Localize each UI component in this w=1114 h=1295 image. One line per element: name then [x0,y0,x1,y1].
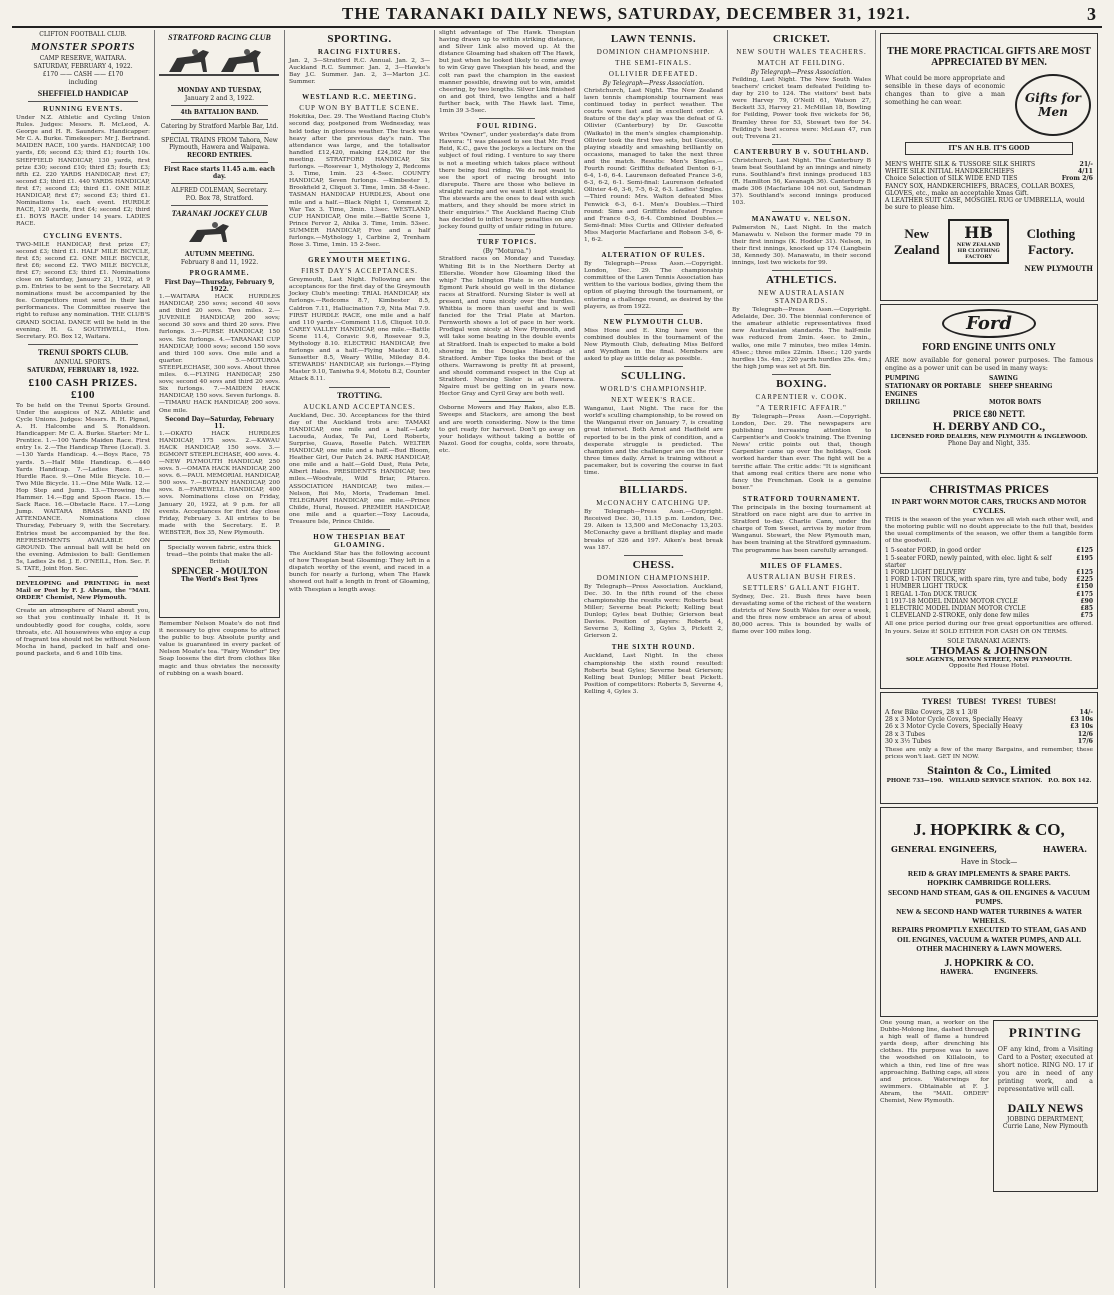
xmas-body: THIS is the season of the year when we all wish each other well, and the motoring public will no doubt appreciate to the full that, besides the usual compliments of the season, we offer them a tangible form of the goodwill. [885,517,1093,545]
nz-place: NEW PLYMOUTH [1024,264,1093,274]
column-5 [580,30,728,1288]
feilding-body: Feilding, Last Night. The New South Wales teachers' cricket team defeated Feilding to-day by 210 to 124. The visitors' best bats were Harvey 79, O'Neill 61, Watson 27, Beckett 33, Harvey 21. McMillan 18, Bowling for Feilding, Power took five wickets for 56, Bramley three for 53, Stewart two for 54. Feilding's best scores were: McLean 47, run out; Trevena 21. [732,77,871,140]
ford-body: ARE now available for general power purposes. The famous engine as a power unit can be used in many ways: [885,356,1093,372]
sixth-round-body: Auckland, Last Night. In the chess championship the sixth round resulted: Roberts beat Gyles; Severne beat Grierson; Kelling beat Dunlop; Miller beat Pickett. Position of competitors: Roberts 5, Severne 4, Kelling 4, Gyles 3. [584,653,723,695]
gift-item-label: MEN'S WHITE SILK & TUSSORE SILK SHIRTS [885,161,1036,168]
column-6 [728,30,876,1288]
gift-item-label: WHITE SILK INITIAL HANDKERCHIEFS [885,168,1015,176]
tj-sub2: Opposite Red House Hotel. [949,662,1029,669]
tyre-item-price: 12/6 [1077,730,1093,738]
car-item-label: 1 5-seater FORD, in good order [885,547,981,555]
first-day-programme: 1.—WAITARA HACK HURDLES HANDICAP, 250 sovs; second 40 sovs and third 20 sovs. Two miles. 2.—JUVENILE HANDICAP, 200 sovs; second 30 sovs and third 20 sovs. Five furlongs. 3.—PURSE HANDICAP, 150 sovs. Six furlongs. 4.—TARANAKI CUP HANDICAP, 1000 sovs; second 150 sovs and third 100 sovs. One mile and a quarter. 5.—MOTUROA STEEPLECHASE, 300 sovs. About three miles. 6.—FLYING HANDICAP, 250 sovs; second 40 sovs and third 20 sovs. Six furlongs. 7.—MAIDEN HACK HANDICAP, 150 sovs. Seven furlongs. 8.—TIMARU HACK HANDICAP, 200 sovs. One mile. [159,294,280,414]
hopkirk-line: REID & GRAY IMPLEMENTS & SPARE PARTS. [907,869,1071,878]
hopkirk-line: NEW & SECOND HAND WATER TURBINES & WATER WHEELS. [896,906,1082,926]
gifts-ad-title: THE MORE PRACTICAL GIFTS ARE MOST APPRECIATED BY MEN. [887,46,1091,68]
car-item [885,598,1093,605]
tyre-item [885,738,1093,745]
race-days: MONDAY AND TUESDAY, [177,87,262,94]
auckland-acceptances-heading: AUCKLAND ACCEPTANCES. [303,402,416,411]
hopkirk-lines [885,869,1093,954]
car-item [885,547,1093,554]
record-entries: RECORD ENTRIES. [187,152,252,159]
tyre-item [885,723,1093,730]
turf-topics-body: Stratford races on Monday and Tuesday. Whiting Bit is in the Northern Derby at Ellerslie. Wonder how Gloaming liked the whip? The Islington Plate is on Monday. Egmont Park should go well in the distance races at Stratford. Nursing Sister is well at present, and runs nicely over the hurdles. Whitbia is more than useful and is well fancied for the Trial Plate at Marton. Fernworth shows a lot of pace in her work. Prodigal won nicely at New Plymouth, and will take some beating in the double events at Stratford. Inah is expected to make a bold showing in the Douglas Handicap at Stratford. Amber Tips looks the best of the others. Warrawong is pretty fit at present, and should command respect in the Cup at Stratford. Nursing Sister is at Hawera. Ngaire must be getting on in years now. Hector Gray and Cyril Gray are both well. [439,256,575,398]
hb-logo-text: NEW ZEALAND HB CLOTHING FACTORY [956,242,1001,261]
first-day-heading: First Day—Thursday, February 9, 1922. [164,279,275,293]
printing-body: OF any kind, from a Visiting Card to a Poster, executed at short notice. RING NO. 17 if you are in need of any printing work, and a representative will call. [997,1045,1093,1093]
column-7-ads [876,30,1102,1288]
printing-ad [993,1020,1098,1192]
ford-use-item: MOTOR BOATS [989,398,1042,406]
miles-of-flames-heading: MILES OF FLAMES. [760,561,843,570]
programme-heading: PROGRAMME. [189,269,250,277]
canterbury-heading: CANTERBURY B v. SOUTHLAND. [733,147,870,156]
sports-date: SATURDAY, FEBRUARY 4, 1922. [33,63,133,70]
car-item-price: £125 [1076,547,1093,555]
spencer-ad-text: Specially woven fabric, extra thick tread—the points that make the all-British [166,545,273,566]
ford-logo: Ford [942,309,1036,338]
cycling-events-heading: CYCLING EVENTS. [43,231,123,240]
derby-sub: LICENSED FORD DEALERS, NEW PLYMOUTH & INGLEWOOD. [890,433,1088,440]
stratford-tournament-heading: STRATFORD TOURNAMENT. [742,494,861,503]
tyre-item-price: 14/- [1079,709,1093,716]
westland-heading: WESTLAND R.C. MEETING. [302,93,417,102]
racing-fixtures-heading: RACING FIXTURES. [317,48,402,56]
running-events-heading: RUNNING EVENTS. [43,105,123,113]
tennis-body: Christchurch, Last Night. The New Zealand lawn tennis championship tournament was continued today in perfect weather. The courts were fast and in excellent order. A feature of the day's play was the defeat of G. Ollivier (Canterbury) by Dr. Guscotte (Waikato) in the men's singles championship. Ollivier took the first two sets, but Guscotte, playing steadily and smashing brilliantly on occasions, managed to take the next three and the match. Results: Men's Singles.—Fourth round: Griffiths defeated Denton 6-1, 6-4, 1-6, 6-4. Laurenson defeated France 3-6, 6-3, 6-2, 6-1. Semi-final: Laurenson defeated Ollivier 4-6, 3-6, 7-5, 6-2, 6-3. Ladies' Singles.—Third round: Mrs. Walton defeated Miss Fenwick 6-3, 6-1. Men's Doubles.—Third round: Sims and Griffiths defeated France and France 6-3, 6-4. Combined Doubles.—Semi-final: Miss Curtis and Ollivier defeated Miss Marjorie Macfarlane and Robson 3-6, 6-1, 6-2. [584,88,723,243]
chess-body: By Telegraph—Press Association. Auckland, Dec. 30. In the fifth round of the chess championship the results were: Roberts beat Miller; Severne beat Pickett; Kelling beat Dunlop; Gyles beat Duthie; Grierson beat Davies. Position of players: Roberts 4, Severne 3, Kelling 3, Gyles 3, Pickett 2, Grierson 2. [584,583,723,640]
tournament-body: The principals in the boxing tournament at Stratford on race night are due to arrive in Stratford to-day. Charlie Cann, under the charge of Tom Sweet, arrives by motor from Wanganui. Stewart, the New Plymouth man, has been training at the Stratford gymnasium. The programme has been carefully arranged. [732,504,872,554]
billiards-body: By Telegraph—Press Assn.—Copyright. Received Dec. 30, 11.15 p.m. London, Dec. 29. Aiken is 13,500 and McConachy 13,203. McConachy gave a brilliant display and made breaks of 326 and 197. Aiken's best break was 187. [584,509,723,551]
standards-heading: NEW AUSTRALASIAN STANDARDS. [758,289,845,306]
derby-phone: Phone Day and Night, 335. [947,439,1031,447]
newspaper-title: THE TARANAKI DAILY NEWS, SATURDAY, DECEMBER 31, 1921. [342,4,911,23]
car-item-label: 1 REGAL 1-Ton DUCK TRUCK [885,590,977,598]
gift-item-price: 21/- [1079,161,1093,168]
christmas-prices-ad [880,477,1098,689]
tyres-heading: TYRES! TUBES! TYRES! TUBES! [921,697,1057,706]
spencer-moulton-ad [159,540,280,618]
column-2 [155,30,285,1288]
car-item-price: £225 [1076,576,1093,584]
gift-item [885,175,1093,182]
gifts-for-men-ad [880,33,1098,301]
turf-byline: (By "Moturoa.") [483,248,531,256]
second-day-heading: Second Day—Saturday, February 11. [165,415,274,430]
gifts-logo-text: Gifts for Men [1025,91,1081,119]
hopkirk-name: J. HOPKIRK & CO, [913,820,1065,839]
tyre-item-label: 28 x 3 Motor Cycle Covers, Specially Heavy [885,716,1023,724]
sculling-body: Wanganui, Last Night. The race for the world's sculling championship, to be rowed on the Wanganui river on January 7, is creating great interest. Both Arnst and Hadfield are reported to be in the pink of condition, and a desperate struggle is predicted. The champion and the challenger are on the river three times daily. Arnst is training without a pacemaker, but is covering the course in fast time. [584,406,723,477]
hopkirk-sign2: HAWERA. ENGINEERS. [940,968,1038,976]
dominion-championship-heading: DOMINION CHAMPIONSHIP. [596,48,711,56]
chess-dominion-heading: DOMINION CHAMPIONSHIP. [596,573,711,582]
car-item-label: 1 1917-18 MODEL INDIAN MOTOR CYCLE [885,597,1018,605]
tj-sub: SOLE AGENTS, DEVON STREET, NEW PLYMOUTH. [905,656,1073,663]
hb-badge: IT'S AN H.B. IT'S GOOD [905,142,1073,155]
xmas-title: CHRISTMAS PRICES [929,482,1049,496]
athletics-body: By Telegraph—Press Assn.—Copyright. Adelaide, Dec. 30. The biennial conference of the amateur athletic representatives fixed new Australasian standards. The half-mile was reduced from 2min. 4sec. to 2min., walks, one mile 7 minutes, two miles 14min. 45sec.; three miles 22min. 18sec.; 120 yards hurdles 15s. 4m.; 220 yards hurdles 25s. 4m.; the high jump was set at 5ft. 8in. [732,307,871,370]
stainton-sub: PHONE 733—190. WILLARD SERVICE STATION. P.O. BOX 142. [886,778,1092,785]
tennis-byline: By Telegraph—Press Association. [602,80,705,87]
turf-topics-heading: TURF TOPICS. [476,238,538,247]
car-item-label: 1 FORD 1-TON TRUCK, with spare rim, tyre and tube, body [885,576,1068,584]
ford-use-item: SAWING [989,374,1018,382]
tyre-item-label: A few Bike Covers, 28 x 1 3/8 [885,709,978,716]
tyre-item-label: 28 x 3 Tubes [885,730,926,738]
sculling-heading: SCULLING. [621,370,686,383]
developing-ad: DEVELOPING and PRINTING in next Mail or Post by F. J. Abram, the "MAIL ORDER" Chemist, New Plymouth. [16,580,150,602]
ollivier-heading: OLLIVIER DEFEATED. [608,70,699,78]
semi-finals-heading: THE SEMI-FINALS. [615,59,692,67]
boxing-body: By Telegraph—Press Assn.—Copyright. London, Dec. 29. The newspapers are publishing increasing attention to Carpentier's and Cook's training. The Evening News' critic points out that, though Carpentier came up over the holidays, Cook worked harder than ever. The fight will be a terrific affair. The critic adds: "It is significant that among real critics there are none who fancy the Frenchman. Cook is a genuine boxer." [732,413,871,491]
car-item [885,591,1093,598]
cash-prizes: £170 —— CASH —— £170 [42,71,124,78]
tyre-item-price: £3 10s [1070,716,1093,724]
gift-item-label: FANCY SOX, HANDKERCHIEFS, BRACES, COLLAR BOXES, GLOVES, etc., make an acceptable Xmas Gift. [885,182,1075,197]
trenui-date: SATURDAY, FEBRUARY 18, 1922. [27,366,139,374]
greymouth-heading: GREYMOUTH MEETING. [308,256,411,265]
car-item [885,576,1093,583]
nazol-tea-notes: Create an atmosphere of Nazol about you, so that you continually inhale it. It is undoubtedly good for coughs, colds, sore throats, etc. All housewives who enjoy a cup of fragrant tea should not be without Nelson Mocha in hand, packed in half and one-pound packets, and 6 and 10lb tins. [16,608,150,657]
car-item-price: £175 [1076,590,1093,598]
masthead [12,2,1102,28]
daily-news-sub: JOBBING DEPARTMENT, Currie Lane, New Plymouth [1002,1116,1088,1130]
nelson-moate-note: Remember Nelson Moate's do not find it necessary to give coupons to attract the public to buy. Absolute purity and value is guaranteed in every packet of Nelson Moate's tea. "Fairy Wonder" Dry Soap loosens the dirt from clothes like magic and thus obviates the necessity of rubbing on a wash board. [159,621,280,677]
foul-riding-body: Writes "Owner", under yesterday's date from Hawera: "I was pleased to see that Mr. Fred Reid, K.C., gave the jockeys a lecture on the subject of foul riding. I venture to say there is not a meeting which takes place without there being foul riding. We do not want to see the sport of racing brought into disrepute. There are those who believe in straight racing and we want it kept straight. The stewards are the ones to deal with such matters, and they should be more strict in their enquiries." The Auckland Racing Club has decided to inflict heavy penalties on any jockey found guilty of unfair riding in future. [439,132,575,231]
column-3 [285,30,435,1288]
hopkirk-line: HOPKIRK CAMBRIDGE ROLLERS. [927,878,1051,888]
gifts-ad-intro: What could be more appropriate and sensible in these days of economic changes than to give a man something he can wear. [885,74,1005,106]
daily-news-name: DAILY NEWS [1007,1101,1084,1115]
nz-label: New Zealand [893,225,940,257]
mcconachy-heading: McCONACHY CATCHING UP. [596,499,711,508]
special-trains: SPECIAL TRAINS FROM Tahora, New Plymouth, Hawera and Waipawa. [161,137,278,151]
sixth-round-heading: THE SIXTH ROUND. [611,643,696,652]
trenui-heading: TRENUI SPORTS CLUB. [37,347,129,357]
athletics-heading: ATHLETICS. [765,274,838,287]
osborne-mowers-note: Osborne Mowers and Hay Rakes, also E.B. Sweeps and Stackers, are among the best and are worth considering. Now is the time to get ready for harvest. Don't go away on your holidays without taking a bottle of Nazol. Good for coughs, colds, sore throats, etc. [439,405,575,454]
hopkirk-line: SECOND HAND STEAM, GAS & OIL ENGINES & VACUUM PUMPS. [888,887,1090,907]
manawatu-body: Palmerston N., Last Night. In the match Manawatu v. Nelson the former made 79 in their first innings (K. Hodder 31). Nelson, in their first innings, knocked up 174 (Langbein 38, Kennedy 30). Manawatu, in their second innings, lost two wickets for 99. [732,224,871,266]
sporting-heading: SPORTING. [327,33,392,45]
tyre-item-price: 17/6 [1077,737,1093,745]
battalion-band: 4th BATTALION BAND. [180,109,259,116]
tyre-item-price: £3 10s [1070,723,1093,731]
gift-item-label: Choice Selection of SILK WIDE END TIES [885,175,1018,183]
spencer-tagline: The World's Best Tyres [181,576,258,584]
car-item-label: 1 HUMBER LIGHT TRUCK [885,583,968,591]
car-item-price: £75 [1080,612,1093,620]
cup-heading: CUP WON BY BATTLE SCENE. [299,104,420,113]
ford-title: FORD ENGINE UNITS ONLY [922,342,1056,353]
car-item [885,569,1093,576]
ford-price: PRICE £80 NETT. [952,408,1026,419]
thomas-johnson: THOMAS & JOHNSON [930,644,1048,657]
chess-heading: CHESS. [632,558,675,571]
car-item-price: £85 [1080,605,1093,612]
tyre-item-label: 26 x 3 Motor Cycle Covers, Specially Heavy [885,723,1023,731]
ford-use-item: DRILLING [885,398,920,406]
canterbury-body: Christchurch, Last Night. The Canterbury B team beat Southland by an innings and ninety runs. Southland's first innings produced 183 (R. Hamilton 56, Kavanagh 36). Canterbury B made 306 (Macfarlane 104 not out, Sandman 37). Southland's second innings produced 103. [732,157,871,207]
race-dates: January 2 and 3, 1922. [184,95,255,102]
trotting-heading: TROTTING. [336,390,383,400]
gift-item-label: A LEATHER SUIT CASE, MOSGIEL RUG or UMBRELLA, would be sure to please him. [885,197,1085,212]
foul-riding-heading: FOUL RIDING. [476,122,538,131]
ford-use-item: SHEEP SHEARING [989,382,1053,390]
cycling-body: TWO-MILE HANDICAP, first prize £7; second £3; third £1. HALF MILE BICYCLE, first £5; second £2. ONE MILE BICYCLE, first £6; second £2. TWO MILE BICYCLE, first £7; second £3; third £1. Nominations close on Saturday, January 21, 1922, at 9 p.m. Entries to be sent to the Secretary. All nominations must be accompanied by the fee. Competitors must send in their last performances. The Committee reserve the right to refuse any nomination. THE CLUB'S GRAND SOCIAL DANCE will be held in the evening. H. G. SOUTHWELL, Hon. Secretary. P.O. Box 12, Waitara. [16,241,150,340]
boxing-heading: BOXING. [776,377,827,390]
car-item-price: £125 [1076,568,1093,576]
taranaki-jockey-club: TARANAKI JOCKEY CLUB [171,209,268,218]
car-item-label: 1 ELECTRIC MODEL INDIAN MOTOR CYCLE [885,605,1026,612]
carpentier-heading: CARPENTIER v. COOK. [755,392,848,401]
car-item [885,555,1093,569]
tyres-ad [880,692,1098,804]
nsw-teachers-heading: NEW SOUTH WALES TEACHERS. [736,48,867,56]
worlds-championship-heading: WORLD'S CHAMPIONSHIP. [599,385,708,394]
monster-sports-body: Under N.Z. Athletic and Cycling Union Rules. Judges: Messrs. R. McLeod, A. George and H. R. Saunders. Handicapper: Mr C. A. Burke. Timekeeper: Mr J. Bertrand. MAIDEN RACE, 100 yards. HANDICAP, 100 yards, £6; second £3; third £1; fourth 10s. SHEFFIELD HANDICAP, 130 yards, first prize £30; second £10; third £5; fourth £3; fifth £2. 220 YARDS HANDICAP, first £7; second £3; third £1. 440 YARDS HANDICAP, first £7; second £3; third £1. ONE MILE HANDICAP, first £7; second £3; third £1. Nominations 1s. each event. HURDLE RACE, 120 yards, first £4; second £2; third £1. BOYS RACE under 14 years. LADIES RACE. [16,115,150,228]
stratford-racing-club: STRATFORD RACING CLUB [168,33,271,42]
hopkirk-ad [880,807,1098,1017]
tyre-item [885,731,1093,738]
hopkirk-stock: Have in Stock— [960,858,1018,866]
car-item-label: 1 FORD LIGHT DELIVERY [885,568,966,576]
autumn-meeting: AUTUMN MEETING. [184,251,255,258]
billiards-heading: BILLIARDS. [619,484,688,497]
trotting-body: Auckland, Dec. 30. Acceptances for the third day of the Auckland trots are: TAMAKI HANDICAP, one mile and a half.—Lady Lacouda, Audax, Te Pai, Lord Roberts, Surprise, Guava, Roselle Patch. WELTER HANDICAP, one mile and a half.—Bud Bloom, Heather Girl, Our Patch 24. PARK HANDICAP, one mile and a half.—Gold Dust, Ruia Pete, Albert Hales. PRESIDENT'S HANDICAP, two miles.—Woodvale, Wild Briar, Pitarco. ASSOCIATION HANDICAP, two miles.—Nelson, Roi Mo, Moris, Trademan Imel. TELEGRAPH HANDICAP, one mile.—Prince Childe, Hural, Roused. PREMIER HANDICAP, one mile and a quarter.—Toxy Lacouda, Treasure Isle, Prince Childe. [289,412,430,525]
gift-item-price: From 2/6 [1061,175,1093,183]
bush-fires-body: Sydney, Dec. 21. Bush fires have been devastating some of the richest of the western districts of New South Wales for over a week, and the fires now embrace an area of about 80,000 acres. This is bounded by walls of flame over 100 miles long. [732,593,871,636]
annual-sports: ANNUAL SPORTS. [54,358,112,366]
column-4 [435,30,580,1288]
hopkirk-sign: J. HOPKIRK & CO. [944,957,1034,969]
autumn-dates: February 8 and 11, 1922. [180,259,259,266]
hb-clothing-logo: HB NEW ZEALAND HB CLOTHING FACTORY [948,219,1008,264]
car-item-price: £195 [1076,554,1093,562]
cash-prizes-heading: £100 CASH PRIZES. £100 [28,376,138,401]
racing-fixtures-list: Jan. 2, 3—Stratford R.C. Annual. Jan. 2, 3—Auckland R.C. Summer. Jan. 2, 3—Hawke's Bay J.C. Summer. Jan. 2, 3—Marton J.C. Summer. [289,58,430,86]
second-day-programme: 1.—OKATO HACK HURDLES HANDICAP, 175 sovs. 2.—KAWAU HACK HANDICAP, 150 sovs. 3.—EGMONT STEEPLECHASE, 400 sovs. 4.—NEW PLYMOUTH HANDICAP, 250 sovs. 5.—OMATA HACK HANDICAP, 200 sovs. 6.—PAUL MEMORIAL HANDICAP, 500 sovs. 7.—BOTANY HANDICAP, 200 sovs. 8.—FAREWELL HANDICAP, 400 sovs. Nominations close on Friday, January 20, 1922, at 9 p.m. for all events. Acceptances for first day close Friday, February 3. All entries to be made with the Secretary. E. P. WEBSTER, Box 35, New Plymouth. [159,430,280,536]
next-week-heading: NEXT WEEK'S RACE. [611,396,696,405]
gift-item [885,197,1093,211]
manawatu-heading: MANAWATU v. NELSON. [751,214,852,223]
feilding-heading: MATCH AT FEILDING. [757,59,846,67]
car-list [885,547,1093,619]
clifton-heading: CLIFTON FOOTBALL CLUB. [39,31,127,38]
column-1 [12,30,155,1288]
stratford-pobox: P.O. Box 78, Stratford. [185,195,254,202]
car-item-price: £150 [1076,583,1093,591]
alteration-body: By Telegraph—Press Assn.—Copyright. London, Dec. 29. The championship committee of the Lawn Tennis Association has written to the various bodies, giving them the option of playing through the tournament, or entering a challenge round, as desired by the players, as from 1922. [584,261,723,310]
including-label: including [68,79,98,86]
gift-item [885,183,1093,197]
derby-name: H. DERBY AND CO., [932,418,1046,433]
stainton-name: Stainton & Co., Limited [927,763,1051,778]
thespian-body: The Auckland Star has the following account of how Thespian beat Gloaming: They left in a dispatch worthy of the event, and raced in a bunch for nearly a furlong, when The Hawk showed out half a length in front of Gloaming, with Thespian a length away. [289,551,430,593]
stratford-secretary: ALFRED COLEMAN, Secretary. [171,187,268,194]
cricket-heading: CRICKET. [772,33,831,45]
car-item-label: 1 5-seater FORD, newly painted, with elec. light & self starter [885,554,1052,569]
clothing-factory-label: Clothing Factory. [1026,225,1076,257]
np-club-body: Miss Hone and E. King have won the combined doubles in the tournament of the New Plymouth Club, defeating Miss Belford and Wyndham in the final. Members are asked to play as little delay as possible. [584,327,723,363]
hopkirk-line: REPAIRS PROMPTLY EXECUTED TO STEAM, GAS AND OIL ENGINES, VACUUM & WATER PUMPS, AND ALL OTHER MACHINERY & LAWN MOWERS. [891,925,1087,954]
monster-sports-heading: MONSTER SPORTS [31,41,135,53]
trenui-body: To be held on the Trenui Sports Ground. Under the auspices of N.Z. Athletic and Cycle Unions. Judges: Messrs. R. H. Pignel, A. H. Halcombe and S. Ronaldson. Handicapper: Mr C. A. Burke. Starter: Mr L. Prentice. 1.—100 Yards Maiden Race. First entry 1s. 2.—The Handicap Three (Local). 3.—130 Yards Handicap. 4.—Boys Race, 75 yards. 5.—Half Mile Handicap. 6.—440 Yards Handicap. 7.—Ladies Race. 8.—Hurdle Race. 9.—One Mile Bicycle. 10.—Two Mile Bicycle. 11.—One Mile Walk. 12.—Hop Step and Jump. 13.—Throwing the Hammer. 14.—Egg and Spoon Race. 15.—Sack Race. 16.—Obstacle Race. 17.—Long Jump. WAITARA BRASS BAND IN ATTENDANCE. Nominations close Thursday, February 9, with the Secretary. Entries must be accompanied by the fee. REFRESHMENTS AVAILABLE ON GROUND. The annual ball will be held on the evening. Admission to ball: Gentlemen 5s, Ladies 2s 6d. J. E. O'NEILL, Hon. Sec. F. S. TATE, Joint Hon. Sec. [16,402,150,572]
ford-uses-list [885,375,1093,407]
thespian-heading: HOW THESPIAN BEAT GLOAMING. [313,533,406,550]
horse-racing-illustration [159,44,279,82]
car-item [885,583,1093,590]
tyres-footer: These are only a few of the many Bargains, and remember, these prices won't last. GET IN NOW. [885,747,1093,761]
first-acceptances-heading: FIRST DAY'S ACCEPTANCES. [301,267,418,276]
camp-reserve: CAMP RESERVE, WAITARA. [39,55,127,62]
spencer-brand: SPENCER - MOULTON [171,566,268,577]
sheffield-heading: SHEFFIELD HANDICAP [37,89,129,98]
ford-use-item: PUMPING [885,374,920,382]
page-number: 3 [1087,4,1096,24]
tyre-item [885,716,1093,723]
bush-fires-heading: AUSTRALIAN BUSH FIRES. [746,572,857,581]
westland-body: Hokitika, Dec. 29. The Westland Racing Club's second day, postponed from Wednesday, was held today in glorious weather. The track was heavy after the previous day's rain. The attendance was large, and the totalisator handled £12,420, making £24,362 for the meeting. STRATFORD HANDICAP, Six furlongs. —Rosevear 1, Mythology 2, Redcoms 3. Time, 1min. 23 4-5sec. COUNTY HANDICAP, Seven furlongs. —Kimbester 1, Brookfield 2, Cliquot 3. Time, 1min. 38 4-5sec. TASMAN HANDICAP HURDLES, About one mile and a half.—Black Night 1, Comment 2, War Tax 3. Time, 3min. 13sec. WESTLAND CUP HANDICAP, One mile.—Battle Scene 1, Prince Fervor 2, Ahika 3. Time, 1min. 53sec. SUMMER HANDICAP, Five and a half furlongs.—Mythology 1, Carbine 2, Trenham Rose 3. Time, 1min. 15 2-5sec. [289,114,430,249]
tyre-item [885,709,1093,716]
gift-item-price: 4/11 [1077,168,1093,176]
tyre-list [885,709,1093,745]
thespian-continued: slight advantage of The Hawk. Thespian having drawn up to within striking distance, and Silver Link also moved up. At the distance Gloaming had shaken off The Hawk, but just when he looked likely to come away to win Gray gave Thespian his head, and the colt ran past the champion in the easiest manner possible, drawing out to win, amidst cheering, by two lengths. Silver Link finished on and got third, two lengths and a half further back, with The Hawk last. Time, 1min 39 3-5sec. [439,30,575,115]
hopkirk-place: HAWERA. [1042,844,1087,854]
car-item [885,612,1093,619]
hopkirk-sub: GENERAL ENGINEERS, [891,844,998,854]
xmas-footer: All one price period during our free great opportunities are offered. In yours. Seize it! SOLD EITHER FOR CASH OR ON TERMS. [885,621,1093,635]
tj-agents-label: SOLE TARANAKI AGENTS: [947,637,1031,645]
first-race-time: First Race starts 11.45 a.m. each day. [163,166,276,180]
greymouth-body: Greymouth, Last Night. Following are the acceptances for the first day of the Greymouth Jockey Club's meeting: TRIAL HANDICAP, six furlongs.—Redcoms 8.7, Kimbester 8.5, Caldron 7.11, Hallucination 7.9, Nita Mai 7.9. FIRST HURDLE RACE, one mile and a half and 110 yards.—Comment 11.6, Cliquot 10.9. CAREY VALLEY HANDICAP, one mile.—Battle Scene 11.4, Coravic 9.6, Rosevear 9.3, Mythology 8.10. ELECTRIC HANDICAP, five furlongs and a half.—Flying Master 8.10, Sunsetter 8.5, Weary Willie, Mileday 8.4. STEWARDS' HANDICAP, six furlongs.—Flying Master 9.10, Taniwha 9.4, Mototu 8.2, Counter Attack 8.11. [289,277,430,383]
gift-item [885,161,1093,168]
jockey-illustration [159,220,279,246]
ford-use-item: STATIONARY OR PORTABLE ENGINES [885,382,982,398]
settlers-heading: SETTLERS' GALLANT FIGHT. [742,583,861,592]
gift-item [885,168,1093,175]
car-item-price: £90 [1080,597,1093,605]
cricket-byline: By Telegraph—Press Association. [750,69,853,76]
printing-heading: PRINTING [1008,1025,1082,1040]
gifts-for-men-logo [1015,74,1091,136]
new-plymouth-club-heading: NEW PLYMOUTH CLUB. [603,317,704,326]
car-item-label: 1 CLEVELAND 2-STROKE, only done few miles [885,612,1030,620]
tyre-item-label: 30 x 3½ Tubes [885,737,932,745]
catering-note: Catering by Stratford Marble Bar, Ltd. [160,123,279,130]
lawn-tennis-heading: LAWN TENNIS. [610,33,697,45]
xmas-subtitle: IN PART WORN MOTOR CARS, TRUCKS AND MOTOR CYCLES. [891,497,1087,515]
alteration-heading: ALTERATION OF RULES. [601,251,706,260]
ford-ad [880,304,1098,474]
terrific-heading: "A TERRIFIC AFFAIR." [756,403,847,412]
car-item [885,605,1093,612]
bush-fire-continued: One young man, a worker on the Dubbo-Molong line, dashed through a high wall of flame a hundred yards deep, after drenching his clothes. His purpose was to save the woodshed on Killalooin, to which a thin, red line of fire was approaching. Bathing caps, all sizes and prices. Waterwings for swimmers. Obtainable at F. J. Abram, the "MAIL ORDER" Chemist, New Plymouth. [880,1020,989,1105]
